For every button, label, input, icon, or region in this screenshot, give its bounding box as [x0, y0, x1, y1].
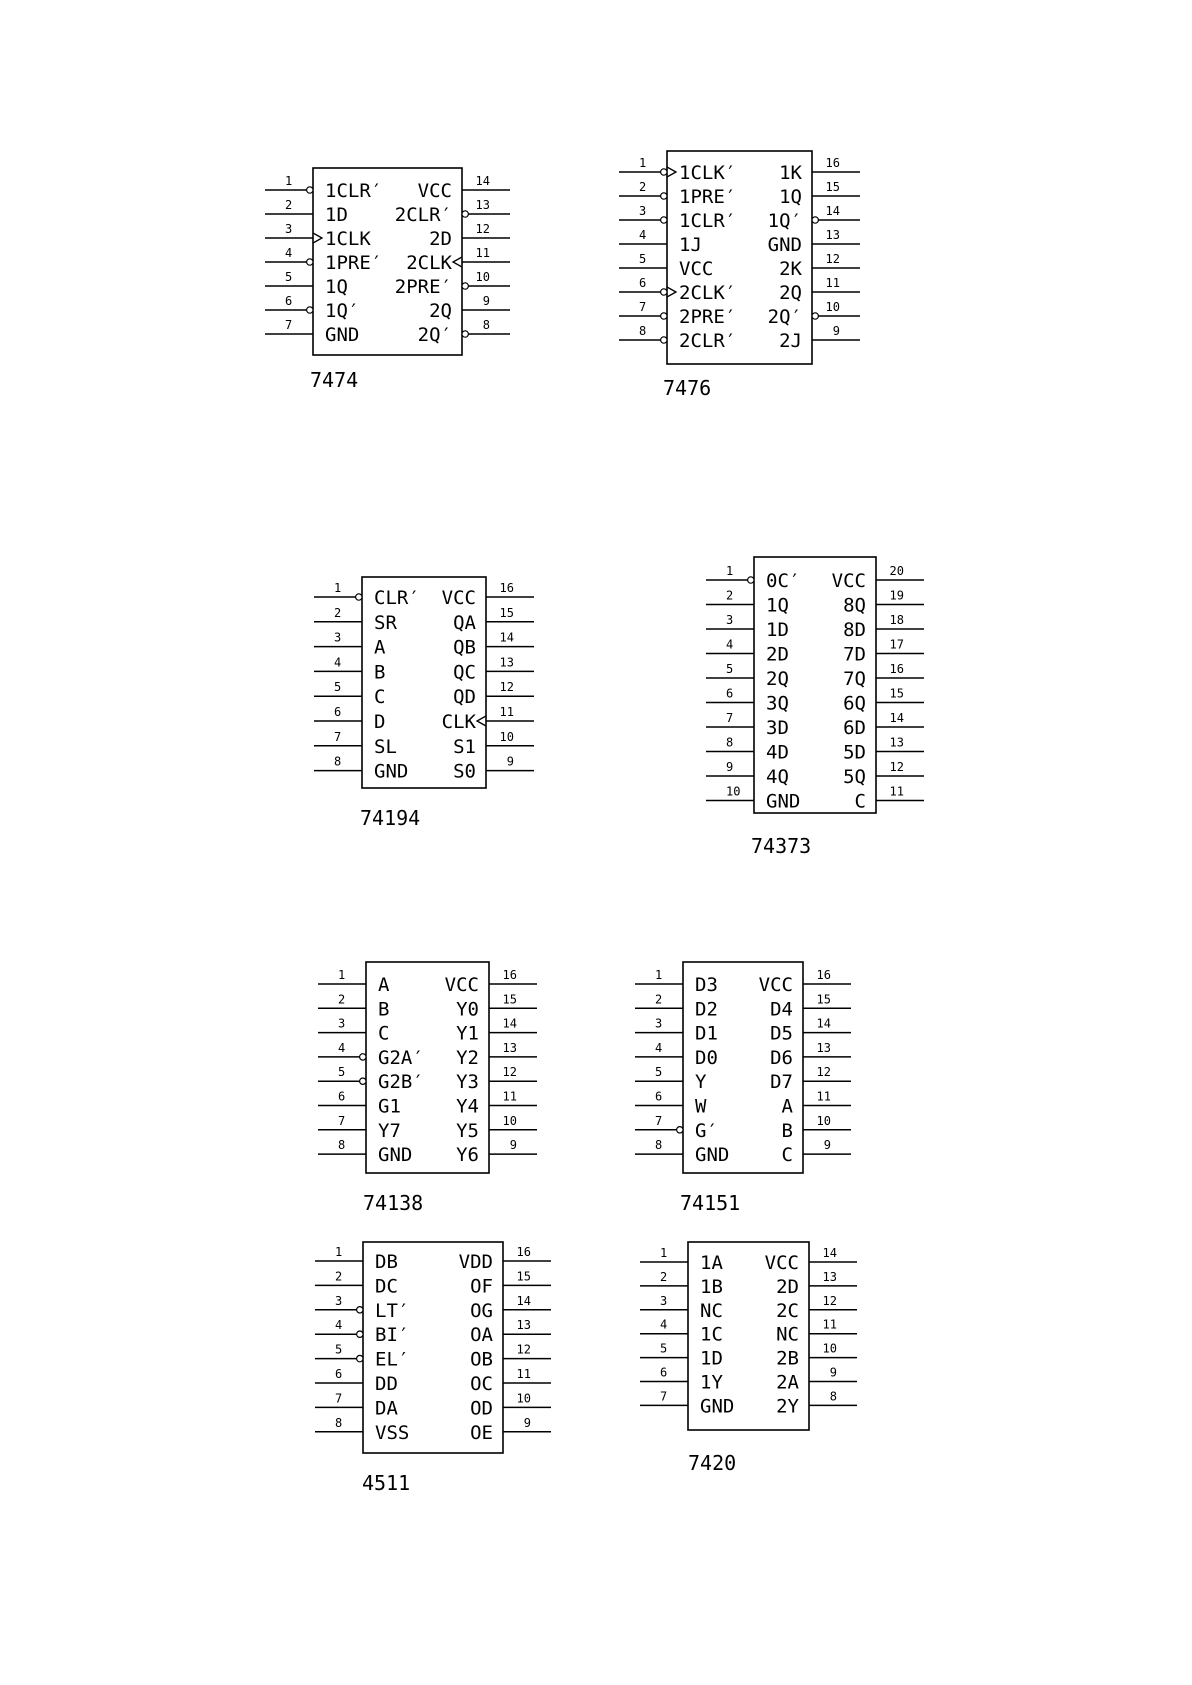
- pin-label: VCC: [444, 974, 479, 996]
- pin-label: 1Q: [766, 594, 789, 617]
- pin-number: 13: [499, 655, 514, 670]
- pin-label: 2A: [776, 1371, 799, 1394]
- pin-label: 7Q: [843, 668, 866, 690]
- inversion-bubble: [661, 217, 667, 223]
- pin-number: 6: [726, 686, 734, 701]
- pin-label: BI′: [375, 1324, 410, 1347]
- pin-number: 12: [499, 680, 514, 695]
- pin-number: 11: [889, 784, 904, 799]
- pin-number: 12: [825, 252, 840, 266]
- pin-number: 2: [335, 1269, 343, 1284]
- pin-number: 8: [655, 1138, 663, 1153]
- pin-number: 1: [726, 564, 734, 578]
- inversion-bubble: [357, 1331, 363, 1337]
- pin-number: 2: [334, 605, 342, 620]
- pin-number: 2: [338, 992, 346, 1007]
- pin-number: 6: [639, 276, 647, 290]
- pin-number: 11: [822, 1317, 837, 1332]
- pin-number: 14: [516, 1293, 531, 1308]
- inversion-bubble: [356, 594, 362, 600]
- pin-label: 2CLK′: [679, 282, 737, 304]
- pin-label: NC: [700, 1299, 723, 1322]
- pin-number: 4: [726, 637, 734, 652]
- pin-label: 1B: [700, 1275, 723, 1298]
- pin-label: 8D: [843, 619, 866, 641]
- pin-number: 4: [335, 1318, 343, 1333]
- chip-name-label: 7420: [688, 1451, 737, 1475]
- pin-number: 4: [655, 1040, 663, 1055]
- pin-number: 10: [816, 1113, 831, 1128]
- pin-number: 13: [825, 228, 840, 242]
- pin-label: CLK: [441, 711, 476, 733]
- pin-number: 3: [335, 1293, 343, 1308]
- pin-label: 2Q: [779, 282, 802, 304]
- pin-number: 16: [516, 1245, 531, 1259]
- pin-number: 10: [502, 1113, 517, 1128]
- pin-number: 14: [499, 630, 514, 645]
- pin-label: A: [374, 636, 386, 659]
- pin-label: GND: [766, 790, 801, 813]
- pin-label: C: [378, 1022, 390, 1045]
- pin-label: 1CLK: [325, 228, 371, 250]
- pin-label: 7D: [843, 643, 866, 666]
- inversion-bubble: [661, 169, 667, 175]
- pin-number: 3: [639, 204, 647, 218]
- pin-number: 2: [660, 1269, 668, 1284]
- pin-label: 2Q′: [767, 306, 802, 328]
- pin-number: 10: [726, 784, 741, 799]
- pin-label: OG: [470, 1299, 493, 1322]
- inversion-bubble: [677, 1127, 683, 1133]
- pin-label: S0: [453, 760, 476, 783]
- pin-label: B: [378, 998, 390, 1021]
- pin-label: D4: [770, 998, 793, 1021]
- pin-label: 1PRE′: [325, 252, 383, 274]
- pin-label: Y4: [456, 1095, 479, 1118]
- pin-number: 3: [334, 630, 342, 645]
- pin-label: VCC: [764, 1252, 799, 1274]
- pin-label: VCC: [758, 974, 793, 996]
- pin-number: 9: [823, 1138, 831, 1153]
- pin-number: 4: [639, 228, 647, 242]
- pin-label: 1PRE′: [679, 186, 737, 208]
- pin-label: 2CLK: [406, 252, 452, 274]
- pin-number: 5: [338, 1065, 346, 1080]
- pin-number: 1: [639, 156, 647, 170]
- pin-number: 12: [475, 222, 490, 236]
- pin-label: 5Q: [843, 766, 866, 788]
- inversion-bubble: [661, 193, 667, 199]
- pin-number: 10: [822, 1341, 837, 1356]
- pin-label: GND: [378, 1144, 413, 1167]
- pin-label: D5: [770, 1022, 793, 1045]
- pin-label: VCC: [417, 180, 452, 202]
- pin-label: EL′: [375, 1348, 410, 1371]
- inversion-bubble: [462, 331, 468, 337]
- pin-label: VSS: [375, 1421, 410, 1444]
- inversion-bubble: [360, 1078, 366, 1084]
- pin-number: 12: [816, 1065, 831, 1080]
- pin-number: 4: [660, 1317, 668, 1332]
- pin-number: 7: [285, 318, 293, 332]
- pin-number: 11: [825, 276, 840, 290]
- pin-label: 1CLR′: [325, 180, 383, 202]
- pin-label: 1D: [766, 619, 789, 641]
- pin-label: D1: [695, 1022, 718, 1045]
- pin-label: DD: [375, 1373, 398, 1395]
- pin-number: 15: [499, 605, 514, 620]
- pin-label: 2Q′: [417, 324, 452, 346]
- pin-number: 9: [509, 1138, 517, 1153]
- pin-label: C: [781, 1144, 793, 1167]
- pin-label: Y3: [456, 1071, 479, 1094]
- pin-number: 6: [335, 1367, 343, 1381]
- pin-label: G′: [695, 1119, 718, 1142]
- inversion-bubble: [462, 211, 468, 217]
- pin-number: 4: [285, 246, 293, 260]
- pin-number: 4: [334, 655, 342, 670]
- pin-label: D0: [695, 1046, 718, 1069]
- pin-number: 16: [816, 968, 831, 982]
- pin-label: 2Q: [429, 300, 452, 322]
- pin-label: 5D: [843, 741, 866, 764]
- pin-number: 13: [475, 198, 490, 212]
- pin-label: D2: [695, 998, 718, 1021]
- pin-label: W: [695, 1095, 707, 1118]
- pin-label: 2C: [776, 1299, 799, 1322]
- pin-label: A: [378, 974, 390, 996]
- pin-label: 2CLR′: [394, 204, 452, 226]
- pin-number: 11: [502, 1089, 517, 1104]
- pin-label: G1: [378, 1095, 401, 1118]
- pin-number: 13: [822, 1269, 837, 1284]
- pin-number: 8: [335, 1415, 343, 1430]
- pin-number: 12: [889, 760, 904, 774]
- pin-label: VDD: [458, 1251, 493, 1273]
- inversion-bubble: [307, 307, 313, 313]
- pin-number: 18: [889, 613, 904, 627]
- pin-number: 14: [502, 1016, 517, 1031]
- pin-number: 13: [516, 1318, 531, 1333]
- pin-label: GND: [374, 760, 409, 783]
- pin-number: 8: [338, 1138, 346, 1153]
- pin-number: 16: [499, 581, 514, 595]
- pin-label: LT′: [375, 1299, 410, 1322]
- pin-number: 14: [889, 711, 904, 725]
- pin-label: Y6: [456, 1144, 479, 1167]
- chip-name-label: 4511: [362, 1471, 411, 1495]
- pin-label: NC: [776, 1323, 799, 1346]
- pin-number: 2: [285, 198, 293, 212]
- pin-label: OB: [470, 1348, 493, 1371]
- pin-label: 2D: [776, 1275, 799, 1298]
- pin-label: 2PRE′: [679, 306, 737, 328]
- pin-label: VCC: [831, 570, 866, 592]
- pin-number: 5: [660, 1341, 668, 1356]
- inversion-bubble: [812, 217, 818, 223]
- pin-label: B: [781, 1119, 793, 1142]
- pin-number: 3: [660, 1293, 668, 1308]
- pin-number: 14: [822, 1246, 837, 1260]
- pin-number: 16: [889, 662, 904, 676]
- pin-label: D3: [695, 974, 718, 996]
- pin-label: A: [781, 1095, 793, 1118]
- pin-number: 13: [502, 1040, 517, 1055]
- pin-number: 2: [655, 992, 663, 1007]
- pin-label: QD: [453, 686, 476, 709]
- pin-label: 1CLR′: [679, 210, 737, 232]
- pin-label: Y0: [456, 998, 479, 1021]
- pin-label: 2B: [776, 1347, 799, 1370]
- pin-number: 8: [639, 324, 647, 338]
- pin-number: 10: [825, 300, 840, 314]
- pin-label: GND: [695, 1144, 730, 1167]
- pin-label: OC: [470, 1373, 493, 1395]
- pin-number: 5: [334, 680, 342, 695]
- pin-label: VCC: [679, 258, 714, 280]
- inversion-bubble: [661, 289, 667, 295]
- pin-number: 10: [516, 1391, 531, 1406]
- pin-label: C: [854, 790, 866, 813]
- pin-number: 7: [655, 1113, 663, 1128]
- pin-number: 17: [889, 637, 904, 652]
- pin-number: 6: [338, 1089, 346, 1104]
- pin-label: 2CLR′: [679, 330, 737, 352]
- pin-number: 5: [335, 1342, 343, 1357]
- pin-label: 1K: [779, 162, 802, 184]
- pin-number: 14: [475, 174, 490, 188]
- pin-number: 16: [502, 968, 517, 982]
- pin-label: 2J: [779, 330, 802, 352]
- pin-number: 6: [334, 705, 342, 719]
- pin-number: 13: [816, 1040, 831, 1055]
- pin-number: 1: [335, 1245, 343, 1259]
- pin-number: 6: [660, 1365, 668, 1380]
- pin-number: 9: [506, 754, 514, 769]
- pin-number: 5: [726, 662, 734, 676]
- pin-label: 6D: [843, 717, 866, 739]
- pin-number: 1: [285, 174, 293, 188]
- pin-label: G2A′: [378, 1046, 424, 1069]
- pin-label: 1D: [325, 204, 348, 226]
- pin-number: 12: [516, 1342, 531, 1357]
- pin-number: 1: [338, 968, 346, 982]
- pin-number: 11: [516, 1367, 531, 1381]
- pin-number: 1: [655, 968, 663, 982]
- pin-label: 1Q′: [767, 210, 802, 232]
- pin-label: QB: [453, 636, 476, 659]
- pin-number: 11: [475, 246, 490, 260]
- chip-name-label: 74194: [360, 806, 421, 830]
- chip-name-label: 7476: [663, 376, 712, 400]
- pin-number: 10: [475, 270, 490, 284]
- pin-label: 8Q: [843, 594, 866, 617]
- pin-number: 8: [334, 754, 342, 769]
- pin-label: OF: [470, 1275, 493, 1298]
- pin-number: 7: [639, 300, 647, 314]
- pin-label: DA: [375, 1397, 398, 1420]
- pin-label: 3D: [766, 717, 789, 739]
- pin-number: 9: [482, 294, 490, 308]
- pin-label: 2Y: [776, 1395, 799, 1418]
- inversion-bubble: [462, 283, 468, 289]
- pin-label: D: [374, 711, 386, 733]
- pin-label: 1A: [700, 1252, 723, 1274]
- inversion-bubble: [357, 1307, 363, 1313]
- pin-label: Y7: [378, 1119, 401, 1142]
- pin-label: OD: [470, 1397, 493, 1420]
- pin-number: 15: [502, 992, 517, 1007]
- pin-label: 0C′: [766, 570, 801, 592]
- pin-label: SL: [374, 735, 397, 758]
- pin-number: 3: [285, 222, 293, 236]
- pin-label: GND: [767, 234, 802, 256]
- pin-label: GND: [700, 1395, 735, 1418]
- pin-label: B: [374, 661, 386, 684]
- pin-label: QC: [453, 661, 476, 684]
- chip-name-label: 74151: [680, 1191, 741, 1215]
- pin-label: 1J: [679, 234, 702, 256]
- inversion-bubble: [661, 337, 667, 343]
- pin-number: 14: [816, 1016, 831, 1031]
- pin-number: 13: [889, 735, 904, 750]
- inversion-bubble: [307, 187, 313, 193]
- pin-label: 2Q: [766, 668, 789, 690]
- pin-label: 2D: [766, 643, 789, 666]
- pin-label: OE: [470, 1421, 493, 1444]
- pin-number: 7: [334, 729, 342, 744]
- pin-number: 5: [285, 270, 293, 284]
- pin-label: 2PRE′: [394, 276, 452, 298]
- pin-label: Y: [695, 1071, 707, 1094]
- pin-label: 1Q: [779, 186, 802, 208]
- pin-number: 12: [502, 1065, 517, 1080]
- pin-label: VCC: [441, 587, 476, 609]
- pin-number: 12: [822, 1293, 837, 1308]
- pin-label: 1Y: [700, 1371, 723, 1394]
- chip-name-label: 74138: [363, 1191, 424, 1215]
- pin-label: D7: [770, 1071, 793, 1094]
- pin-number: 15: [825, 180, 840, 194]
- pin-number: 9: [523, 1415, 531, 1430]
- pin-label: 4D: [766, 741, 789, 764]
- pin-number: 7: [338, 1113, 346, 1128]
- pin-label: 2D: [429, 228, 452, 250]
- pin-number: 1: [660, 1246, 668, 1260]
- pin-number: 11: [499, 705, 514, 719]
- pin-number: 5: [655, 1065, 663, 1080]
- pin-number: 7: [660, 1389, 668, 1404]
- pin-number: 16: [825, 156, 840, 170]
- pin-label: OA: [470, 1324, 493, 1347]
- pin-label: Y5: [456, 1119, 479, 1142]
- pin-number: 14: [825, 204, 840, 218]
- pin-number: 8: [726, 735, 734, 750]
- pin-number: 3: [655, 1016, 663, 1031]
- pin-number: 10: [499, 729, 514, 744]
- inversion-bubble: [812, 313, 818, 319]
- pin-label: 6Q: [843, 692, 866, 715]
- pin-number: 4: [338, 1040, 346, 1055]
- pin-number: 9: [829, 1365, 837, 1380]
- pin-number: 2: [726, 588, 734, 603]
- pin-label: C: [374, 686, 386, 709]
- pin-number: 2: [639, 180, 647, 194]
- pin-number: 15: [516, 1269, 531, 1284]
- pin-label: Y2: [456, 1046, 479, 1069]
- pin-label: 3Q: [766, 692, 789, 715]
- pin-number: 1: [334, 581, 342, 595]
- pin-label: 1D: [700, 1347, 723, 1370]
- pin-number: 7: [335, 1391, 343, 1406]
- pin-number: 8: [829, 1389, 837, 1404]
- pin-number: 3: [338, 1016, 346, 1031]
- pin-number: 9: [832, 324, 840, 338]
- pin-number: 15: [889, 686, 904, 701]
- pin-number: 9: [726, 760, 734, 774]
- inversion-bubble: [360, 1054, 366, 1060]
- pin-number: 7: [726, 711, 734, 725]
- pin-number: 3: [726, 613, 734, 627]
- pin-number: 19: [889, 588, 904, 603]
- pin-number: 15: [816, 992, 831, 1007]
- pin-label: SR: [374, 611, 397, 634]
- pin-label: D6: [770, 1046, 793, 1069]
- pin-number: 20: [889, 564, 904, 578]
- pin-label: QA: [453, 611, 476, 634]
- inversion-bubble: [307, 259, 313, 265]
- pin-label: G2B′: [378, 1071, 424, 1094]
- pin-label: Y1: [456, 1022, 479, 1045]
- pin-label: S1: [453, 735, 476, 758]
- pin-label: DC: [375, 1275, 398, 1298]
- pin-label: 1C: [700, 1323, 723, 1346]
- pin-label: CLR′: [374, 587, 420, 609]
- inversion-bubble: [661, 313, 667, 319]
- pin-label: 1Q: [325, 276, 348, 298]
- pin-number: 11: [816, 1089, 831, 1104]
- pin-label: 4Q: [766, 766, 789, 788]
- chip-name-label: 74373: [751, 834, 812, 858]
- pin-label: GND: [325, 324, 360, 346]
- pin-label: DB: [375, 1251, 398, 1273]
- inversion-bubble: [748, 577, 754, 583]
- pin-label: 2K: [779, 258, 802, 280]
- pin-label: 1CLK′: [679, 162, 737, 184]
- chip-name-label: 7474: [310, 368, 359, 392]
- pin-number: 6: [285, 294, 293, 308]
- inversion-bubble: [357, 1355, 363, 1361]
- pin-number: 6: [655, 1089, 663, 1104]
- pin-label: 1Q′: [325, 300, 360, 322]
- pin-number: 8: [482, 318, 490, 332]
- pin-number: 5: [639, 252, 647, 266]
